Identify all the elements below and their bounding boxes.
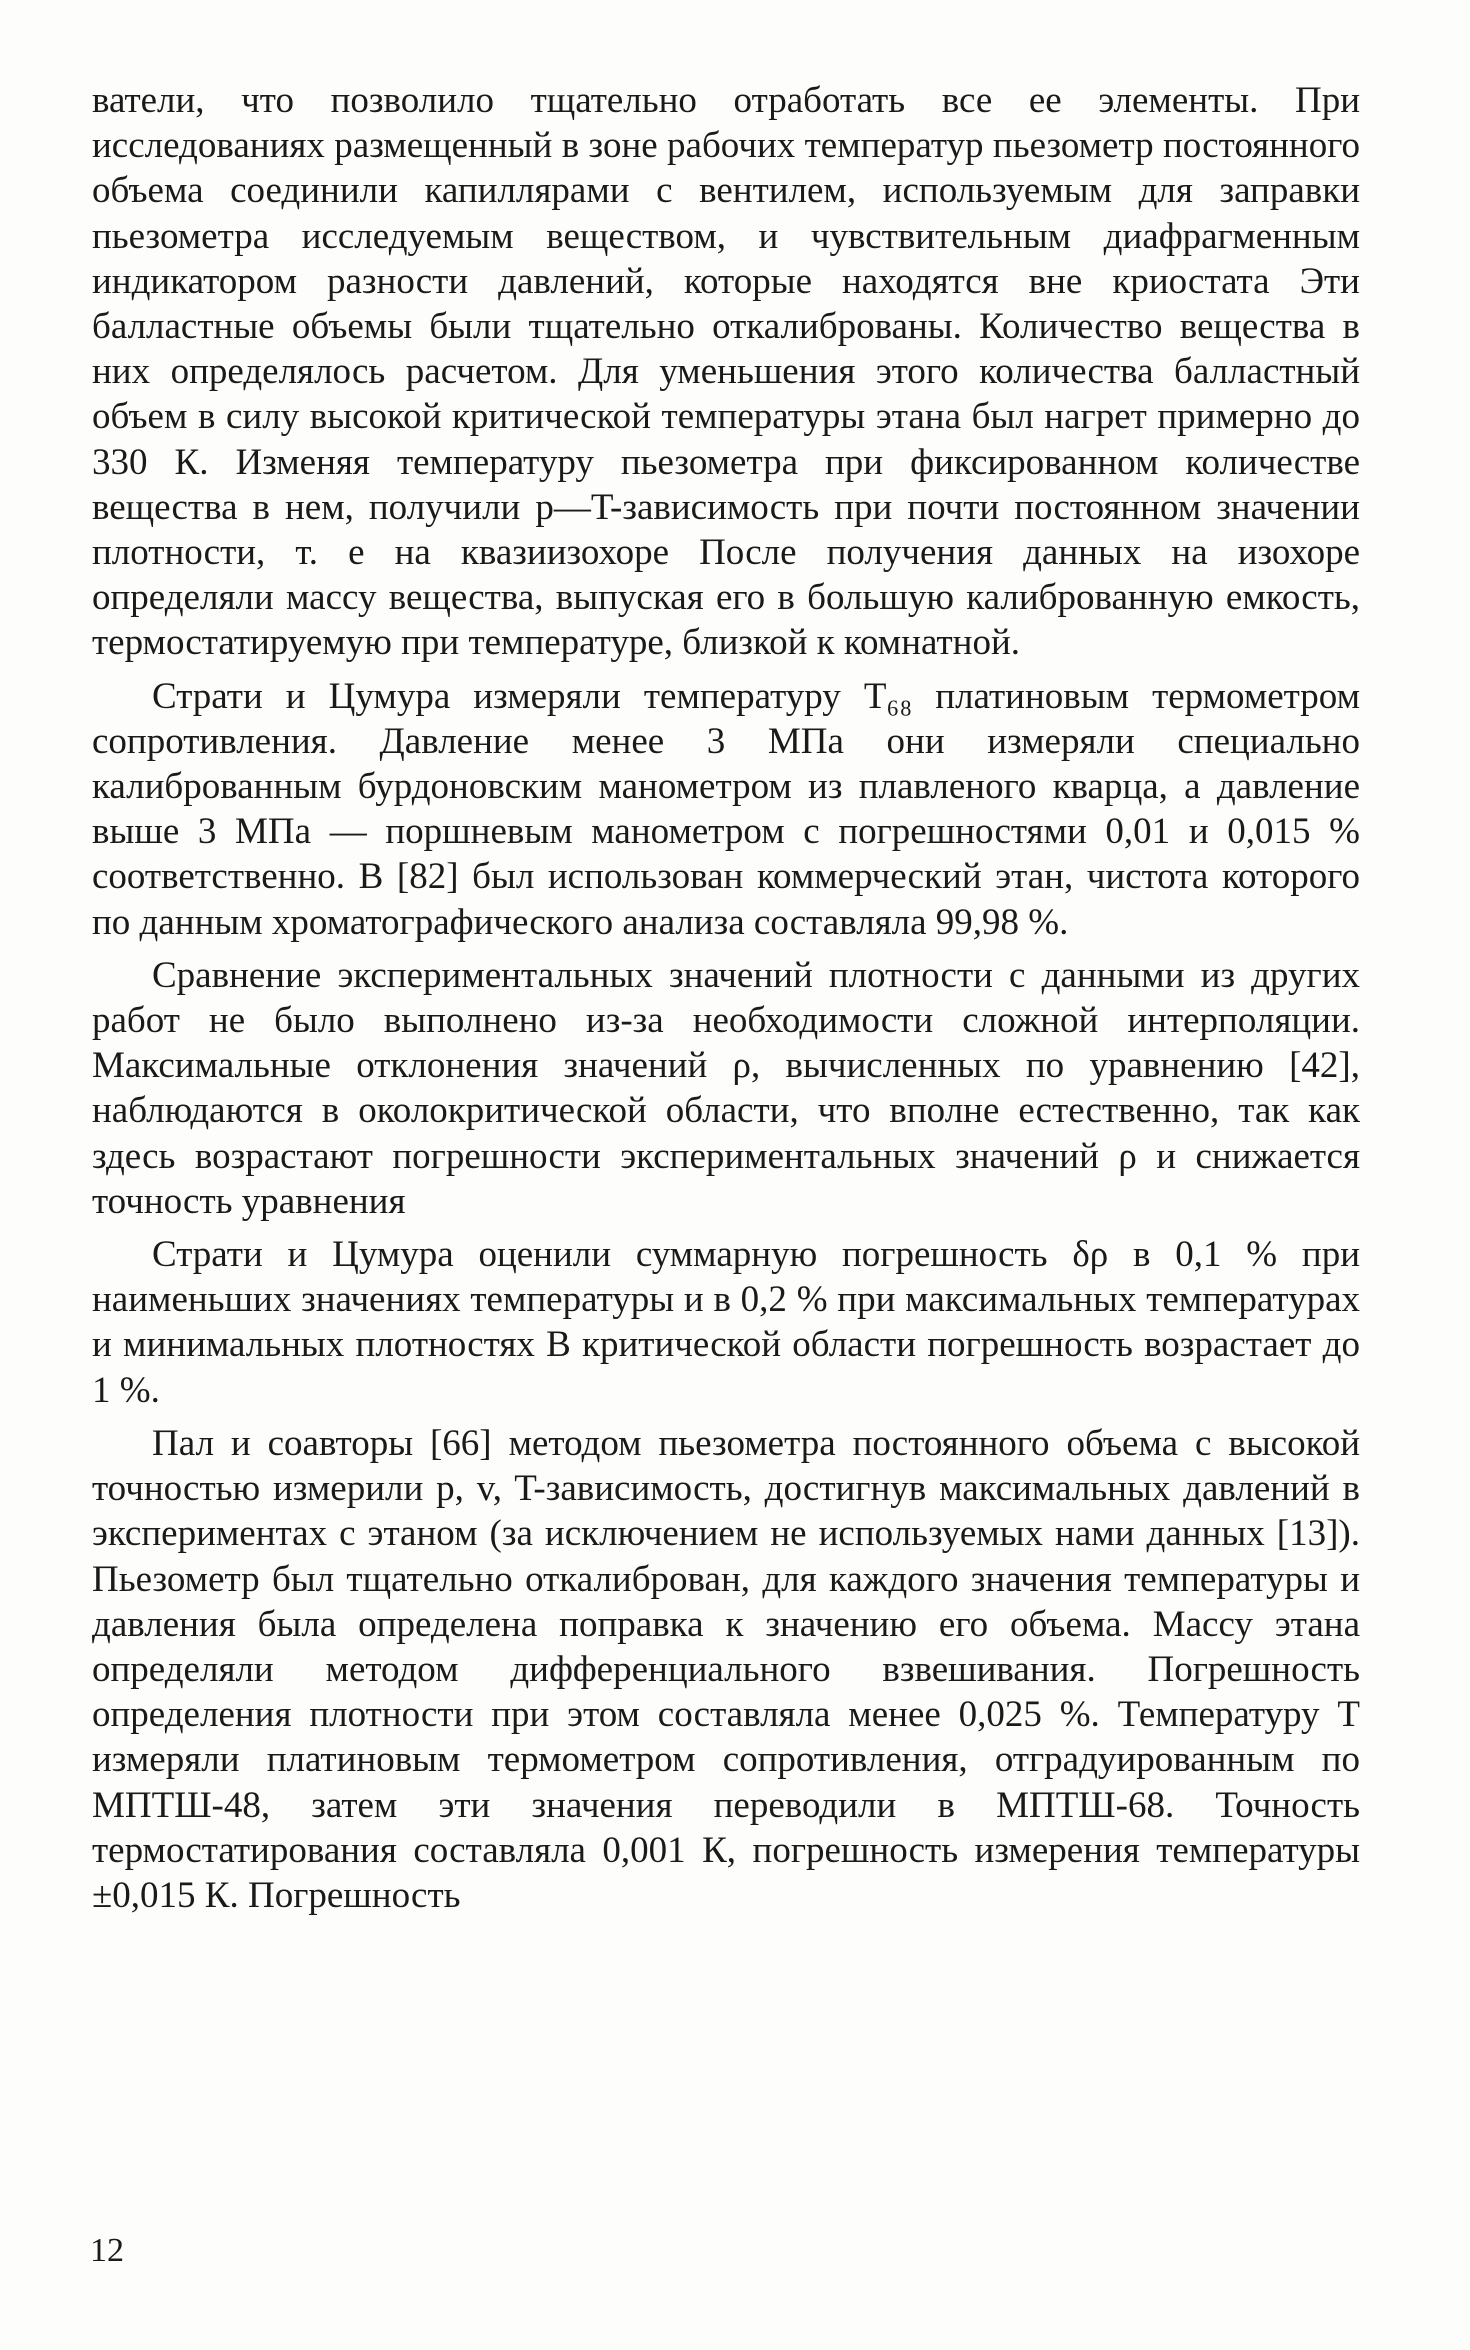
body-text bbox=[92, 78, 1360, 1926]
paragraph-continuation: ватели, что позволило тщательно отработать все ее элементы. При исследованиях размещенный в зоне рабочих температур пьезометр постоянного объема соединили капиллярами с вентилем, используемым для заправки пьезометра исследуемым веществом, и чувствительным диафрагменным индикатором разности давлений, которые находятся вне криостата Эти балластные объемы были тщательно откалиброваны. Количество вещества в них определялось расчетом. Для уменьшения этого количества балластный объем в силу высокой критической температуры этана был нагрет примерно до 330 К. Изменяя температуру пьезометра при фиксированном количестве вещества в нем, получили p—T-зависимость при почти постоянном значении плотности, т. е на квазиизохоре После получения данных на изохоре определяли массу вещества, выпуская его в большую калиброванную емкость, термостатируемую при температуре, близкой к комнатной. bbox=[92, 80, 1360, 664]
paragraph-measurement-methods: Страти и Цумура измеряли температуру T₆₈ платиновым термометром сопротивления. Давление менее 3 МПа они измеряли специально калиброванным бурдоновским манометром из плавленого кварца, а давление выше 3 МПа — поршневым манометром с погрешностями 0,01 и 0,015 % соответственно. В [82] был использован коммерческий этан, чистота которого по данным хроматографического анализа составляла 99,98 %. bbox=[92, 675, 1360, 943]
page-number: 12 bbox=[90, 2232, 124, 2269]
paragraph-density-comparison: Сравнение экспериментальных значений плотности с данными из других работ не было выполнено из-за необходимости сложной интерполяции. Максимальные отклонения значений ρ, вычисленных по уравнению [42], наблюдаются в околокритической области, что вполне естественно, так как здесь возрастают погрешности экспериментальных значений ρ и снижается точность уравнения bbox=[92, 954, 1360, 1222]
paragraph-error-estimate: Страти и Цумура оценили суммарную погрешность δρ в 0,1 % при наименьших значениях температуры и в 0,2 % при максимальных температурах и минимальных плотностях В критической области погрешность возрастает до 1 %. bbox=[92, 1234, 1360, 1411]
paragraph-pal-coauthors: Пал и соавторы [66] методом пьезометра постоянного объема с высокой точностью измерили p, v, T-зависимость, достигнув максимальных давлений в экспериментах с этаном (за исключением не используемых нами данных [13]). Пьезометр был тщательно откалиброван, для каждого значения температуры и давления была определена поправка к значению его объема. Массу этана определяли методом дифференциального взвешивания. Погрешность определения плотности при этом составляла менее 0,025 %. Температуру T измеряли платиновым термометром сопротивления, отградуированным по МПТШ-48, затем эти значения переводили в МПТШ-68. Точность термостатирования составляла 0,001 К, погрешность измерения температуры ±0,015 К. Погрешность bbox=[92, 1422, 1360, 1916]
